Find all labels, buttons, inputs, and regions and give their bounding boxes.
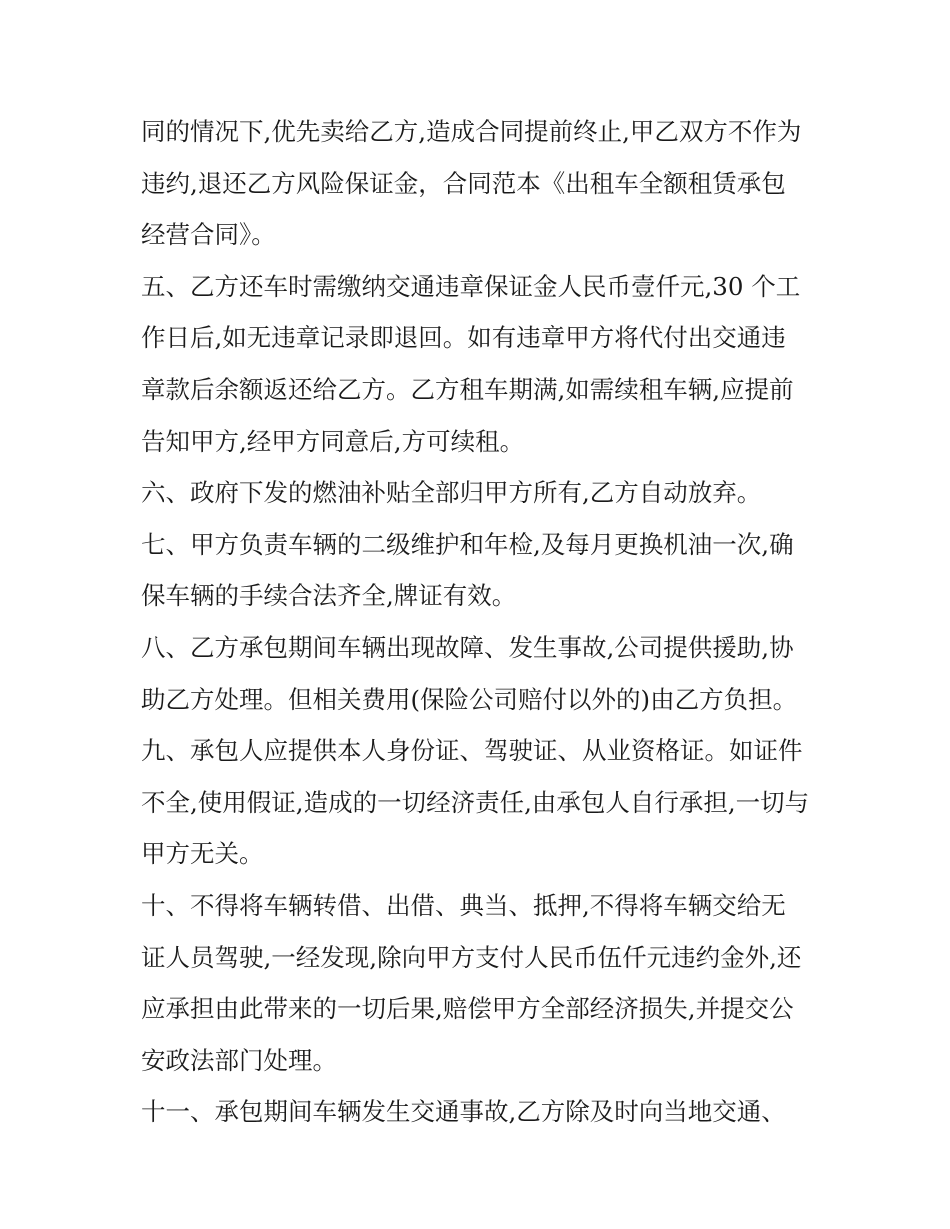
clause-11-heading-line: 十一、承包期间车辆发生交通事故,乙方除及时向当地交通、 <box>141 1097 786 1127</box>
text-line: 安政法部门处理。 <box>141 1045 337 1075</box>
clause-7-heading-line: 七、甲方负责车辆的二级维护和年检,及每月更换机油一次,确 <box>141 529 794 559</box>
clause-6-line: 六、政府下发的燃油补贴全部归甲方所有,乙方自动放弃。 <box>141 478 762 508</box>
text-line: 经营合同》。 <box>141 220 276 250</box>
contract-text <box>141 106 821 1138</box>
clause-5-heading-line: 五、乙方还车时需缴纳交通违章保证金人民币壹仟元,30 个工 <box>141 271 801 301</box>
text-line: 章款后余额返还给乙方。乙方租车期满,如需续租车辆,应提前 <box>141 374 794 404</box>
clause-8-heading-line: 八、乙方承包期间车辆出现故障、发生事故,公司提供援助,协 <box>141 632 794 662</box>
text-line: 甲方无关。 <box>141 839 264 869</box>
text-line: 保车辆的手续合法齐全,牌证有效。 <box>141 581 517 611</box>
text-line: 证人员驾驶,一经发现,除向甲方支付人民币伍仟元违约金外,还 <box>141 942 802 972</box>
text-line: 告知甲方,经甲方同意后,方可续租。 <box>141 426 525 456</box>
text-line: 助乙方处理。但相关费用(保险公司赔付以外的)由乙方负担。 <box>141 684 798 714</box>
text-line: 违约,退还乙方风险保证金，合同范本《出租车全额租赁承包 <box>141 168 786 198</box>
text-line: 同的情况下,优先卖给乙方,造成合同提前终止,甲乙双方不作为 <box>141 117 802 146</box>
clause-10-heading-line: 十、不得将车辆转借、出借、典当、抵押,不得将车辆交给无 <box>141 890 786 920</box>
text-line: 作日后,如无违章记录即退回。如有违章甲方将代付出交通违 <box>141 323 786 353</box>
clause-9-heading-line: 九、承包人应提供本人身份证、驾驶证、从业资格证。如证件 <box>141 736 803 766</box>
text-line: 不全,使用假证,造成的一切经济责任,由承包人自行承担,一切与 <box>141 787 810 817</box>
text-line: 应承担由此带来的一切后果,赔偿甲方全部经济损失,并提交公 <box>141 994 794 1024</box>
